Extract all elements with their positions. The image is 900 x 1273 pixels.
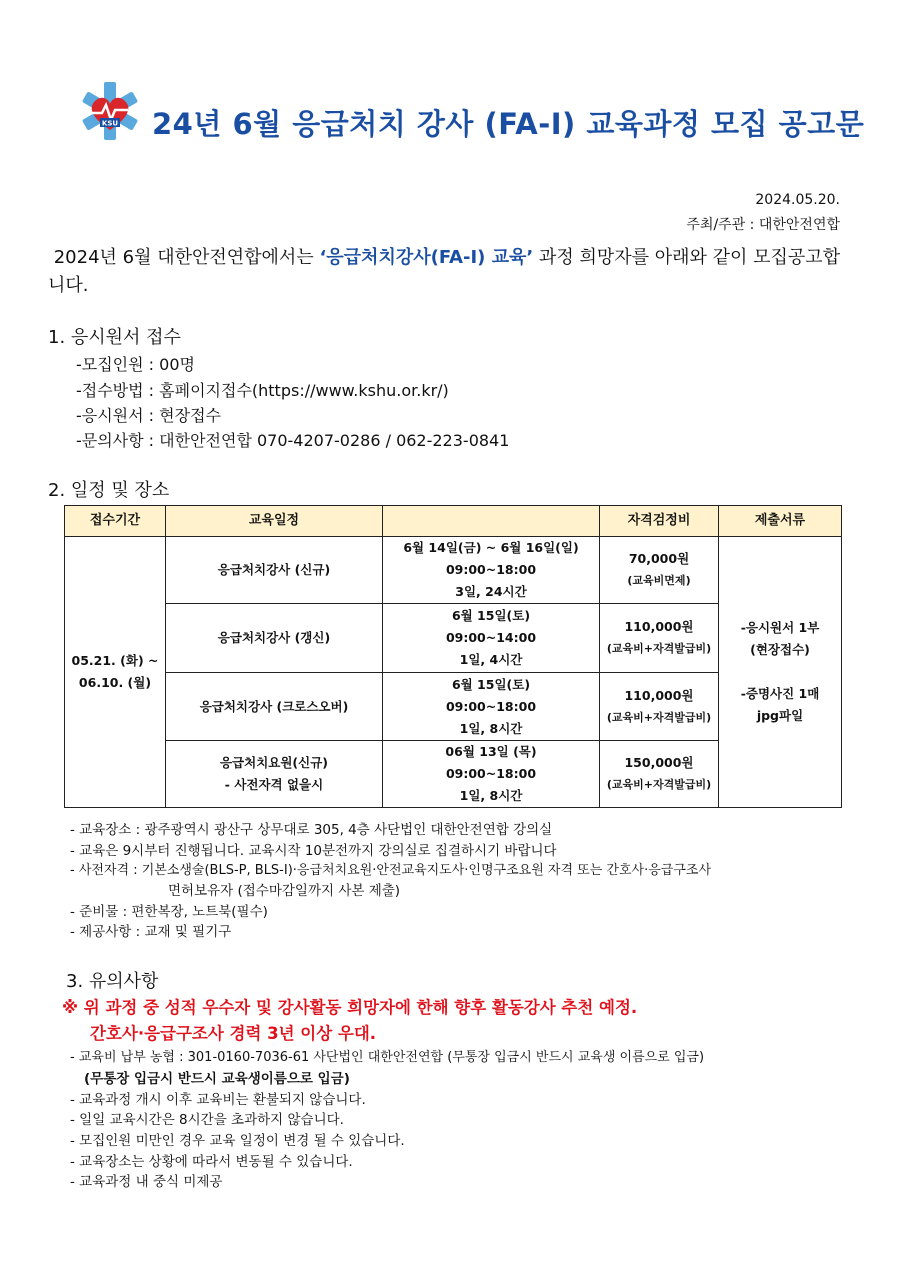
application-item: -응시원서 : 현장접수 (76, 406, 221, 425)
document-item: -증명사진 1매 (740, 686, 820, 701)
note-item: 면허보유자 (접수마감일까지 사본 제출) (168, 883, 401, 899)
intro-text-2: 과정 희망자를 아래와 같이 모집공고합니다. (48, 247, 841, 296)
application-item: -문의사항 : 대한안전연합 070-4207-0286 / 062-223-0841 (76, 431, 510, 450)
highlight-notice: ※ 위 과정 중 성적 우수자 및 강사활동 희망자에 한해 향후 활동강사 추천 예정. (62, 998, 638, 1017)
note-item: - 교육장소 : 광주광역시 광산구 상무대로 305, 4층 사단법인 대한안전연합 강의실 (70, 822, 553, 838)
note-item: - 교육과정 내 중식 미제공 (70, 1174, 223, 1190)
fee-note: (교육비+자격발급비) (606, 778, 712, 791)
fee-amount: 110,000원 (624, 687, 694, 703)
schedule-date: 06월 13일 (목) (445, 744, 537, 759)
header-fee: 자격검정비 (600, 506, 719, 537)
note-item: - 교육비 납부 농협 : 301-0160-7036-61 사단법인 대한안전연합 (무통장 입금시 반드시 교육생 이름으로 입금) (70, 1050, 705, 1065)
section3-heading: 3. 유의사항 (66, 971, 159, 992)
course-condition: - 사전자격 없을시 (224, 777, 324, 792)
table-row (65, 537, 842, 604)
application-item: -모집인원 : 00명 (76, 355, 195, 374)
application-item: -접수방법 : 홈페이지접수(https://www.kshu.or.kr/) (76, 381, 449, 400)
schedule-duration: 1일, 4시간 (459, 652, 523, 667)
course-name: 응급처치요원(신규) (219, 755, 329, 770)
document-item: -응시원서 1부 (740, 620, 820, 635)
schedule-cell (383, 741, 600, 808)
note-item: - 사전자격 : 기본소생술(BLS-P, BLS-I)·응급처치요원·안전교육지도사·인명구조요원 자격 또는 간호사·응급구조사 (70, 863, 712, 878)
notice-date: 2024.05.20. (755, 192, 840, 208)
header-schedule (383, 506, 600, 537)
schedule-time: 09:00~14:00 (445, 630, 537, 645)
intro-paragraph (48, 244, 848, 300)
course-cell (166, 741, 383, 808)
fee-amount: 150,000원 (624, 755, 694, 770)
note-item: - 모집인원 미만인 경우 교육 일정이 변경 될 수 있습니다. (70, 1133, 405, 1149)
section2-heading: 2. 일정 및 장소 (48, 480, 170, 501)
fee-cell (600, 604, 719, 673)
intro-text-1: 2024년 6월 대한안전연합에서는 (53, 247, 320, 268)
fee-amount: 70,000원 (628, 551, 690, 566)
fee-note: (교육비+자격발급비) (606, 710, 712, 724)
schedule-cell (383, 673, 600, 741)
table-header-row (65, 506, 842, 537)
note-item: (무통장 입금시 반드시 교육생이름으로 입금) (84, 1071, 350, 1087)
intro-emphasis: ‘응급처치강사(FA-I) 교육’ (319, 247, 534, 268)
note-item: - 교육은 9시부터 진행됩니다. 교육시작 10분전까지 강의실로 집결하시기 바랍니다 (70, 843, 557, 859)
note-item: - 교육과정 개시 이후 교육비는 환불되지 않습니다. (70, 1092, 366, 1108)
schedule-duration: 1일, 8시간 (459, 720, 523, 736)
period-start: 05.21. (화) ~ (71, 653, 159, 668)
schedule-table (64, 505, 842, 808)
course-cell (166, 537, 383, 604)
header-course: 교육일정 (166, 506, 383, 537)
fee-note: (교육비+자격발급비) (606, 642, 712, 655)
period-end: 06.10. (월) (78, 675, 152, 690)
period-cell (65, 537, 166, 808)
header-documents: 제출서류 (719, 506, 842, 537)
documents-cell (719, 537, 842, 808)
fee-cell (600, 673, 719, 741)
course-name: 응급처치강사 (신규) (217, 562, 331, 577)
logo-text: KSU (101, 119, 119, 128)
document-item: jpg파일 (756, 708, 804, 723)
schedule-date: 6월 15일(토) (451, 608, 531, 623)
course-name: 응급처치강사 (크로스오버) (199, 698, 349, 714)
note-item: - 교육장소는 상황에 따라서 변동될 수 있습니다. (70, 1154, 353, 1170)
fee-cell (600, 537, 719, 604)
schedule-date: 6월 15일(토) (451, 676, 531, 692)
highlight-notice: 간호사·응급구조사 경력 3년 이상 우대. (90, 1024, 377, 1043)
schedule-cell (383, 537, 600, 604)
note-item: - 제공사항 : 교재 및 필기구 (70, 924, 232, 940)
host-organizer: 주최/주관 : 대한안전연합 (686, 217, 840, 233)
note-item: - 준비물 : 편한복장, 노트북(필수) (70, 904, 268, 920)
page-title: 24년 6월 응급처치 강사 (FA-I) 교육과정 모집 공고문 (152, 107, 865, 141)
header-period: 접수기간 (65, 506, 166, 537)
schedule-time: 09:00~18:00 (445, 698, 537, 714)
schedule-time: 09:00~18:00 (445, 562, 537, 577)
course-name: 응급처치강사 (갱신) (217, 630, 331, 645)
course-cell (166, 604, 383, 673)
course-cell (166, 673, 383, 741)
schedule-cell (383, 604, 600, 673)
fee-amount: 110,000원 (624, 619, 694, 634)
note-item: - 일일 교육시간은 8시간을 초과하지 않습니다. (70, 1112, 344, 1128)
fee-note: (교육비면제) (627, 574, 691, 587)
schedule-duration: 1일, 8시간 (459, 788, 523, 803)
fee-cell (600, 741, 719, 808)
schedule-date: 6월 14일(금) ~ 6월 16일(일) (403, 540, 579, 555)
document-item: (현장접수) (750, 642, 810, 657)
ksu-logo (78, 80, 142, 142)
section1-heading: 1. 응시원서 접수 (48, 327, 181, 348)
schedule-duration: 3일, 24시간 (455, 584, 527, 599)
schedule-time: 09:00~18:00 (445, 766, 537, 781)
